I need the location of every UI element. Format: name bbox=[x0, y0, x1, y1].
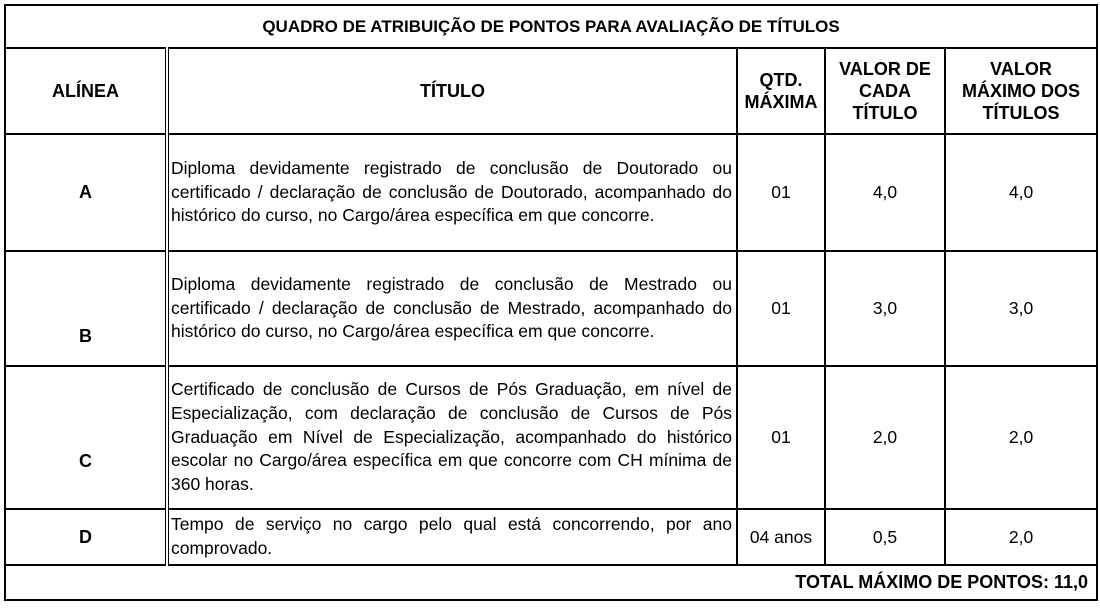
table-title: QUADRO DE ATRIBUIÇÃO DE PONTOS PARA AVALIAÇÃO DE TÍTULOS bbox=[5, 5, 1097, 48]
table-row bbox=[5, 134, 1097, 251]
titulo-cell: Tempo de serviço no cargo pelo qual está concorrendo, por ano comprovado. bbox=[167, 509, 737, 565]
valor-cada-cell: 0,5 bbox=[825, 509, 945, 565]
qtd-cell: 01 bbox=[737, 134, 825, 251]
valor-cada-cell: 4,0 bbox=[825, 134, 945, 251]
alinea-letter: C bbox=[79, 451, 92, 471]
header-valor-max-line2: MÁXIMO DOS bbox=[962, 81, 1081, 101]
header-valor-cada-line1: VALOR DE bbox=[839, 59, 931, 79]
header-row bbox=[5, 48, 1097, 134]
qtd-cell: 01 bbox=[737, 251, 825, 366]
header-qtd bbox=[737, 48, 825, 134]
total-points: TOTAL MÁXIMO DE PONTOS: 11,0 bbox=[5, 565, 1097, 600]
header-valor-cada-line3: TÍTULO bbox=[852, 103, 918, 123]
valor-max-cell: 3,0 bbox=[945, 251, 1097, 366]
alinea-cell bbox=[5, 251, 167, 366]
valor-max-cell: 4,0 bbox=[945, 134, 1097, 251]
header-qtd-line2: MÁXIMA bbox=[744, 92, 818, 112]
table-row bbox=[5, 251, 1097, 366]
valor-max-cell: 2,0 bbox=[945, 509, 1097, 565]
title-row bbox=[5, 5, 1097, 48]
header-valor-cada bbox=[825, 48, 945, 134]
table-row bbox=[5, 509, 1097, 565]
alinea-letter: B bbox=[79, 326, 92, 346]
valor-cada-cell: 3,0 bbox=[825, 251, 945, 366]
titulo-cell: Diploma devidamente registrado de conclusão de Doutorado ou certificado / declaração de conclusão de Doutorado, acompanhado do histórico do curso, no Cargo/área específica em que concorre. bbox=[167, 134, 737, 251]
titulo-cell: Diploma devidamente registrado de conclusão de Mestrado ou certificado / declaração de conclusão de Mestrado, acompanhado do histórico do curso, no Cargo/área específica em que concorre. bbox=[167, 251, 737, 366]
valor-max-cell: 2,0 bbox=[945, 366, 1097, 509]
header-qtd-line1: QTD. bbox=[759, 70, 803, 90]
header-valor-cada-line2: CADA bbox=[859, 81, 911, 101]
alinea-cell: D bbox=[5, 509, 167, 565]
header-valor-max-line1: VALOR bbox=[990, 59, 1052, 79]
points-table bbox=[4, 4, 1098, 601]
header-valor-max bbox=[945, 48, 1097, 134]
titulo-cell: Certificado de conclusão de Cursos de Pós Graduação, em nível de Especialização, com declaração de conclusão de Cursos de Pós Graduação em Nível de Especialização, acompanhado do histórico escolar no Cargo/área específica em que concorre com CH mínima de 360 horas. bbox=[167, 366, 737, 509]
qtd-cell: 01 bbox=[737, 366, 825, 509]
valor-cada-cell: 2,0 bbox=[825, 366, 945, 509]
total-row bbox=[5, 565, 1097, 600]
alinea-cell bbox=[5, 366, 167, 509]
qtd-cell: 04 anos bbox=[737, 509, 825, 565]
header-titulo: TÍTULO bbox=[167, 48, 737, 134]
header-alinea: ALÍNEA bbox=[5, 48, 167, 134]
table-row bbox=[5, 366, 1097, 509]
header-valor-max-line3: TÍTULOS bbox=[982, 103, 1060, 123]
alinea-cell: A bbox=[5, 134, 167, 251]
